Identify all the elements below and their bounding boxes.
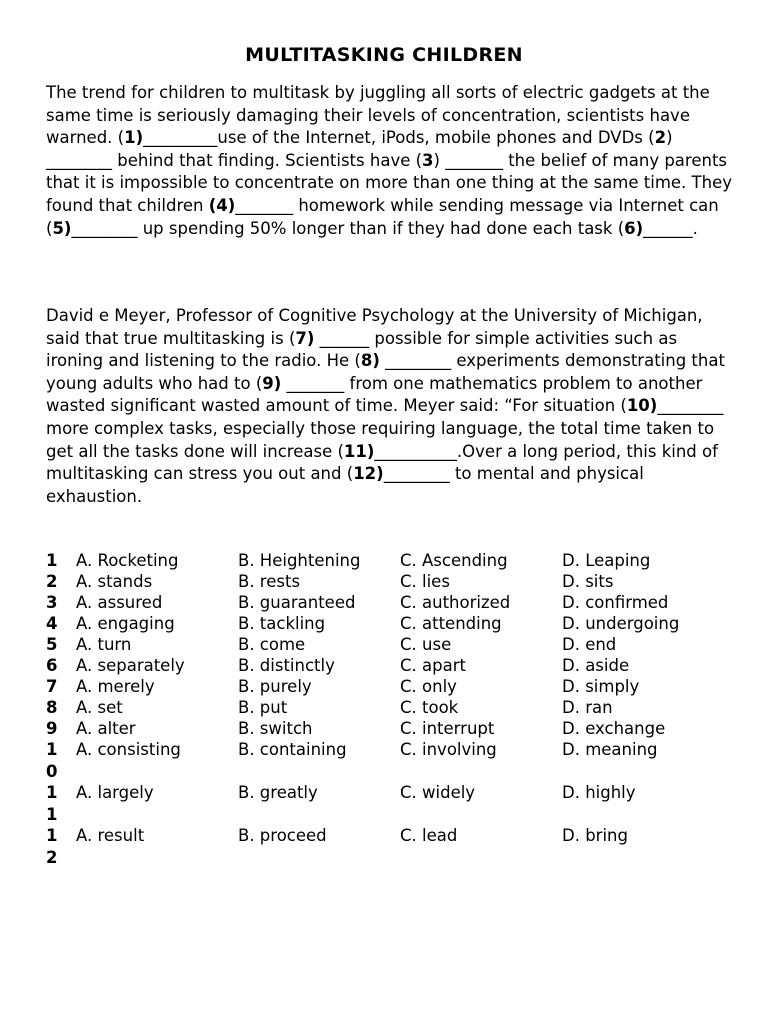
option-a: A. assured [76, 593, 163, 612]
passage-paragraph-1 [46, 82, 736, 240]
blank-number: 2 [654, 128, 667, 148]
blank-number: 8) [360, 351, 380, 371]
options-table [46, 550, 746, 868]
passage-text: _______ homework while sending message via Internet can ( [46, 195, 719, 238]
option-d: D. end [562, 635, 617, 654]
option-c: C. involving [400, 740, 497, 759]
option-a: A. largely [76, 783, 154, 802]
option-row [46, 718, 746, 739]
question-number: 5 [46, 635, 58, 654]
passage-text: ) _______ the belief of many parents that it is impossible to concentrate on more than one thing at the same time. They found that children [46, 150, 732, 215]
option-a: A. Rocketing [76, 551, 179, 570]
option-d: D. Leaping [562, 551, 651, 570]
option-a: A. result [76, 826, 145, 845]
option-b: B. Heightening [238, 551, 361, 570]
option-row [46, 613, 746, 634]
question-number: 1 [46, 551, 58, 570]
option-b: B. rests [238, 572, 301, 591]
option-d: D. bring [562, 826, 628, 845]
option-row [46, 634, 746, 655]
option-row [46, 825, 746, 868]
option-c: C. use [400, 635, 452, 654]
passage-text: ________ more complex tasks, especially those requiring language, the total time taken to get all the tasks done will increase ( [46, 396, 724, 461]
option-b: B. come [238, 635, 306, 654]
question-number: 6 [46, 656, 58, 675]
passage-text: _______ from one mathematics problem to another wasted significant wasted amount of time. Meyer said: “For situation ( [46, 373, 703, 416]
option-a: A. alter [76, 719, 136, 738]
blank-number: 11) [343, 441, 375, 461]
question-number: 9 [46, 719, 58, 738]
option-c: C. took [400, 698, 459, 717]
blank-number: 9) [262, 373, 282, 393]
blank-number: (4) [208, 195, 236, 215]
question-number: 2 [46, 572, 58, 591]
option-a: A. separately [76, 656, 185, 675]
option-a: A. merely [76, 677, 155, 696]
blank-number: 1) [124, 128, 144, 148]
blank-number: 3 [422, 150, 434, 170]
option-b: B. containing [238, 740, 347, 759]
option-d: D. exchange [562, 719, 666, 738]
passage-text: David e Meyer, Professor of Cognitive Psychology at the University of Michigan, said that true multitasking is ( [46, 306, 703, 348]
passage-text: ________ up spending 50% longer than if they had done each task ( [71, 218, 625, 238]
option-c: C. attending [400, 614, 502, 633]
option-b: B. guaranteed [238, 593, 356, 612]
question-number: 7 [46, 677, 58, 696]
question-number: 11 [46, 783, 58, 824]
blank-number: 7) [295, 328, 315, 348]
passage-text: ________ to mental and physical exhaustion. [46, 464, 644, 506]
passage-text: The trend for children to multitask by juggling all sorts of electric gadgets at the same time is seriously damaging their levels of concentration, scientists have warned. ( [46, 83, 710, 148]
page-title: MULTITASKING CHILDREN [245, 44, 523, 66]
option-c: C. lead [400, 826, 458, 845]
option-c: C. widely [400, 783, 476, 802]
option-b: B. distinctly [238, 656, 335, 675]
option-d: D. meaning [562, 740, 658, 759]
passage-text: __________.Over a long period, this kind of multitasking can stress you out and ( [46, 441, 718, 484]
option-d: D. highly [562, 783, 636, 802]
option-c: C. only [400, 677, 457, 696]
question-number: 12 [46, 826, 58, 867]
option-row [46, 655, 746, 676]
option-b: B. proceed [238, 826, 327, 845]
option-b: B. greatly [238, 783, 318, 802]
option-row [46, 739, 746, 782]
option-row [46, 550, 746, 571]
option-c: C. lies [400, 572, 450, 591]
option-row [46, 571, 746, 592]
option-b: B. purely [238, 677, 312, 696]
passage-paragraph-2 [46, 305, 736, 508]
option-row [46, 697, 746, 718]
passage-text: ________ experiments demonstrating that young adults who had to ( [46, 351, 725, 393]
option-a: A. turn [76, 635, 132, 654]
blank-number: 6) [624, 218, 644, 238]
option-d: D. simply [562, 677, 640, 696]
passage-text: ______ possible for simple activities such as ironing and listening to the radio. He ( [46, 328, 678, 371]
option-d: D. ran [562, 698, 613, 717]
option-b: B. put [238, 698, 288, 717]
option-a: A. set [76, 698, 123, 717]
option-b: B. switch [238, 719, 313, 738]
option-c: C. authorized [400, 593, 511, 612]
option-c: C. interrupt [400, 719, 495, 738]
option-c: C. Ascending [400, 551, 508, 570]
option-b: B. tackling [238, 614, 326, 633]
blank-number: 5) [52, 218, 72, 238]
option-d: D. sits [562, 572, 614, 591]
question-number: 3 [46, 593, 58, 612]
option-d: D. aside [562, 656, 630, 675]
option-c: C. apart [400, 656, 466, 675]
passage-text: _________use of the Internet, iPods, mobile phones and DVDs ( [143, 128, 655, 148]
option-a: A. stands [76, 572, 153, 591]
blank-number: 12) [353, 464, 384, 484]
option-d: D. confirmed [562, 593, 669, 612]
option-row [46, 592, 746, 613]
option-d: D. undergoing [562, 614, 680, 633]
passage-text: ) ________ behind that finding. Scientists have ( [46, 128, 673, 170]
option-a: A. consisting [76, 740, 181, 759]
passage-text: ______. [643, 218, 698, 238]
question-number: 8 [46, 698, 58, 717]
question-number: 4 [46, 614, 58, 633]
option-a: A. engaging [76, 614, 175, 633]
blank-number: 10) [626, 396, 658, 416]
question-number: 10 [46, 740, 58, 781]
option-row [46, 676, 746, 697]
option-row [46, 782, 746, 825]
